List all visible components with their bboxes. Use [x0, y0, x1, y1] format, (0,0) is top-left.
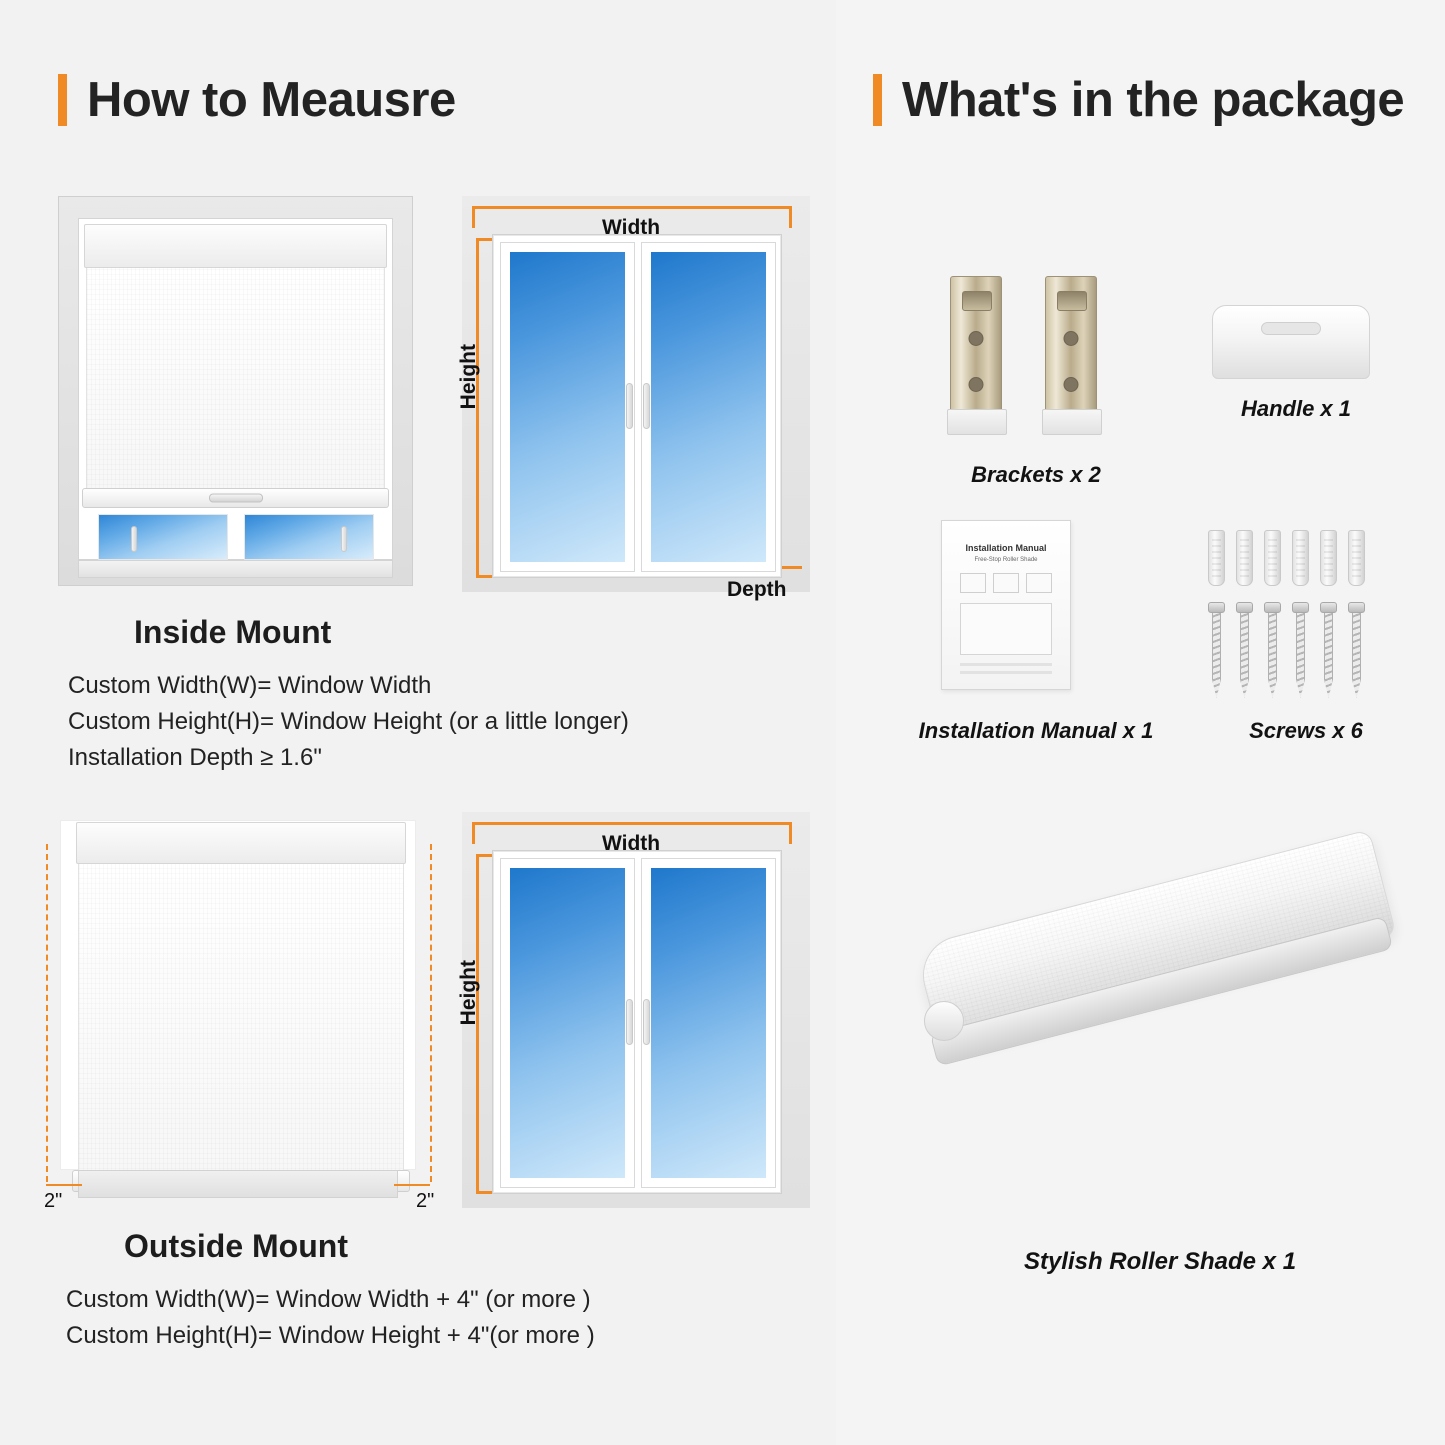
window-frame	[492, 234, 782, 578]
manual-cover-diagram	[960, 603, 1052, 655]
accent-bar-icon	[873, 74, 882, 126]
brackets-caption: Brackets x 2	[971, 462, 1101, 487]
outside-mount-title: Outside Mount	[124, 1228, 348, 1264]
bracket-footplate-icon	[1042, 409, 1102, 435]
roller-shade-end-cap	[924, 1001, 964, 1041]
screw-head-icon	[1264, 602, 1281, 613]
extension-label-left: 2"	[44, 1190, 63, 1212]
accent-bar-icon	[58, 74, 67, 126]
screw-head-icon	[1292, 602, 1309, 613]
screw-head-icon	[1236, 602, 1253, 613]
outside-mount-measure-diagram	[457, 812, 810, 1208]
inside-spec-3: Installation Depth ≥ 1.6"	[68, 744, 322, 771]
manual-thumb-icon	[993, 573, 1019, 593]
manual-cover-thumbs	[960, 573, 1052, 595]
screw-icon	[1292, 602, 1309, 698]
glass-pane-right	[651, 252, 766, 562]
glass-pane-left	[510, 868, 625, 1178]
outside-spec-2: Custom Height(H)= Window Height + 4"(or more )	[66, 1322, 595, 1349]
manual-cover-rule	[960, 663, 1052, 666]
extension-arrow-right	[394, 1184, 430, 1186]
handle-icon	[1212, 305, 1370, 379]
window-frame	[492, 850, 782, 1194]
manual-thumb-icon	[960, 573, 986, 593]
shade-handle-icon	[209, 494, 263, 503]
window-handle-left	[626, 999, 633, 1045]
glass-pane-left	[510, 252, 625, 562]
window-handle-right	[643, 383, 650, 429]
window-handle-right	[643, 999, 650, 1045]
screw-icon	[1320, 602, 1337, 698]
shade-headrail	[76, 822, 406, 864]
glass-pane-right	[244, 514, 374, 560]
window-sash-left	[501, 859, 634, 1187]
screw-head-icon	[1348, 602, 1365, 613]
screw-icon	[1236, 602, 1253, 698]
glass-pane-right	[651, 868, 766, 1178]
height-label: Height	[457, 344, 480, 410]
measure-guide-top-left-tick	[472, 822, 475, 844]
wall-anchor-icon	[1348, 530, 1365, 586]
measure-guide-top-right-tick	[789, 822, 792, 844]
screw-shaft-icon	[1296, 613, 1305, 698]
window-sill	[78, 560, 393, 578]
outside-mount-shade-illustration	[38, 812, 438, 1210]
height-label: Height	[457, 960, 480, 1026]
brackets-image	[940, 196, 1130, 396]
screw-icon	[1348, 602, 1365, 698]
extension-guide-left	[46, 844, 48, 1182]
window-sash-right	[642, 243, 775, 571]
measure-guide-top	[472, 822, 792, 825]
screw-head-icon	[1320, 602, 1337, 613]
wall-anchor-icon	[1292, 530, 1309, 586]
wall-anchor-icon	[1208, 530, 1225, 586]
package-contents-section	[836, 0, 1445, 1445]
bracket-hole-icon	[969, 331, 984, 346]
inside-mount-shade-illustration	[58, 196, 413, 586]
window-handle-left	[131, 526, 137, 552]
screw-head-icon	[1208, 602, 1225, 613]
handle-image	[1202, 300, 1382, 390]
manual-thumb-icon	[1026, 573, 1052, 593]
manual-icon	[941, 520, 1071, 690]
package-heading-text: What's in the package	[902, 73, 1405, 127]
handle-caption: Handle x 1	[1240, 396, 1352, 421]
extension-arrow-left	[46, 1184, 82, 1186]
bracket-hole-icon	[1064, 377, 1079, 392]
extension-guide-right	[430, 844, 432, 1182]
screw-icon	[1264, 602, 1281, 698]
width-label: Width	[602, 216, 661, 239]
package-heading	[873, 72, 1404, 128]
measure-guide-top	[472, 206, 792, 209]
window-sash-left	[501, 243, 634, 571]
inside-mount-measure-diagram	[457, 196, 810, 601]
inside-spec-1: Custom Width(W)= Window Width	[68, 672, 432, 699]
bracket-icon	[1045, 276, 1097, 426]
manual-cover-subtitle: Free-Stop Roller Shade	[974, 557, 1038, 563]
manual-cover-title: Installation Manual	[965, 543, 1047, 553]
screw-shaft-icon	[1240, 613, 1249, 698]
outside-spec-1: Custom Width(W)= Window Width + 4" (or more )	[66, 1286, 591, 1313]
bracket-slot-icon	[962, 291, 992, 311]
manual-image	[931, 520, 1091, 710]
inside-mount-title: Inside Mount	[134, 614, 332, 650]
glass-pane-left	[98, 514, 228, 560]
bracket-hole-icon	[1064, 331, 1079, 346]
screw-shaft-icon	[1324, 613, 1333, 698]
measure-guide-top-left-tick	[472, 206, 475, 228]
shade-fabric	[78, 864, 404, 1174]
width-label: Width	[602, 832, 661, 855]
roller-shade-caption: Stylish Roller Shade x 1	[1023, 1248, 1297, 1275]
bracket-hole-icon	[969, 377, 984, 392]
shade-fabric	[86, 268, 385, 490]
wall-anchor-icon	[1264, 530, 1281, 586]
bracket-slot-icon	[1057, 291, 1087, 311]
shade-bottom-bar	[82, 488, 389, 508]
wall-anchor-icon	[1236, 530, 1253, 586]
roller-shade-image	[928, 905, 1403, 1205]
screw-shaft-icon	[1352, 613, 1361, 698]
screws-image	[1198, 520, 1418, 700]
window-sash-right	[642, 859, 775, 1187]
screw-icon	[1208, 602, 1225, 698]
manual-caption: Installation Manual x 1	[918, 718, 1154, 743]
bracket-footplate-icon	[947, 409, 1007, 435]
shade-headrail	[84, 224, 387, 268]
bracket-icon	[950, 276, 1002, 426]
depth-label: Depth	[727, 578, 787, 601]
screw-shaft-icon	[1212, 613, 1221, 698]
wall-anchor-icon	[1320, 530, 1337, 586]
handle-notch-icon	[1261, 322, 1321, 335]
measure-guide-top-right-tick	[789, 206, 792, 228]
inside-spec-2: Custom Height(H)= Window Height (or a little longer)	[68, 708, 629, 735]
window-handle-right	[341, 526, 347, 552]
screws-caption: Screws x 6	[1249, 718, 1363, 743]
manual-cover-rule	[960, 671, 1052, 674]
window-sill	[78, 1170, 398, 1198]
extension-label-right: 2"	[416, 1190, 435, 1212]
screw-shaft-icon	[1268, 613, 1277, 698]
how-to-measure-heading-text: How to Meausre	[87, 73, 456, 127]
how-to-measure-heading	[58, 72, 456, 128]
window-handle-left	[626, 383, 633, 429]
